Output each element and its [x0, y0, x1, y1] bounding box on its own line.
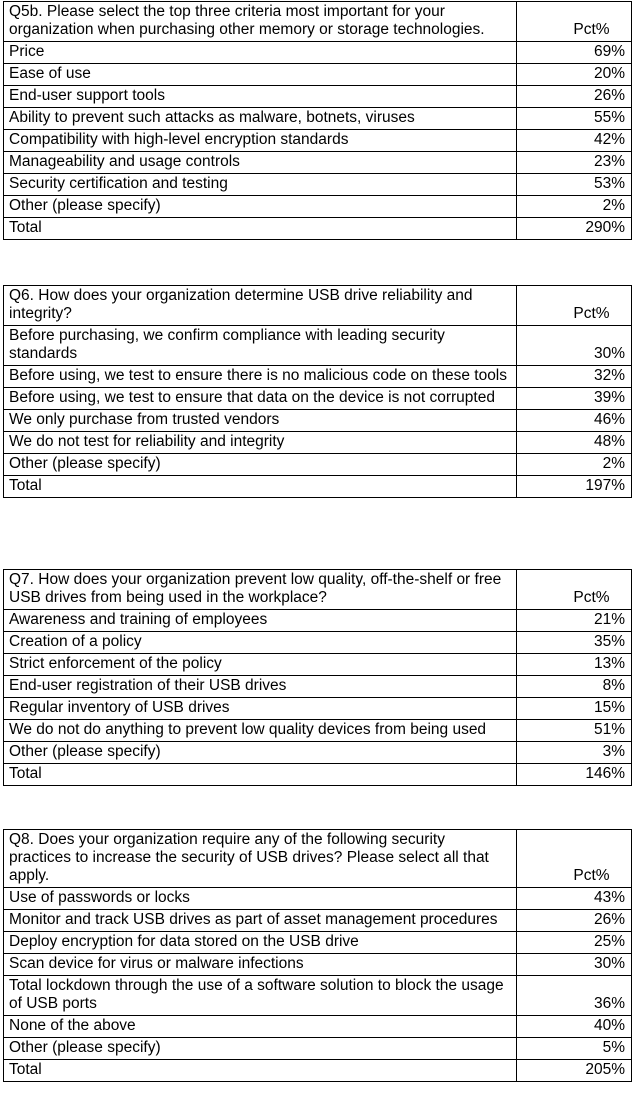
- row-pct: 43%: [517, 888, 632, 910]
- row-label: Creation of a policy: [4, 632, 517, 654]
- table-row: [4, 366, 632, 388]
- row-label: Total: [4, 476, 517, 498]
- question-row: [4, 570, 632, 610]
- pct-header: Pct%: [517, 2, 632, 42]
- row-label: Before purchasing, we confirm compliance with leading security standards: [4, 326, 517, 366]
- table-row: [4, 720, 632, 742]
- row-pct: 35%: [517, 632, 632, 654]
- row-label: Deploy encryption for data stored on the USB drive: [4, 932, 517, 954]
- table-row: [4, 326, 632, 366]
- row-label: Regular inventory of USB drives: [4, 698, 517, 720]
- total-row: [4, 476, 632, 498]
- row-pct: 5%: [517, 1038, 632, 1060]
- row-pct: 53%: [517, 174, 632, 196]
- row-pct: 197%: [517, 476, 632, 498]
- question-text: Q6. How does your organization determine USB drive reliability and integrity?: [4, 286, 517, 326]
- row-label: Security certification and testing: [4, 174, 517, 196]
- table-row: [4, 888, 632, 910]
- table-row: [4, 196, 632, 218]
- row-pct: 8%: [517, 676, 632, 698]
- pct-header: Pct%: [517, 286, 632, 326]
- row-label: Strict enforcement of the policy: [4, 654, 517, 676]
- row-pct: 69%: [517, 42, 632, 64]
- question-row: [4, 830, 632, 888]
- row-label: End-user registration of their USB drives: [4, 676, 517, 698]
- table-row: [4, 432, 632, 454]
- row-label: Ease of use: [4, 64, 517, 86]
- row-pct: 290%: [517, 218, 632, 240]
- row-pct: 13%: [517, 654, 632, 676]
- table-row: [4, 42, 632, 64]
- row-pct: 30%: [517, 326, 632, 366]
- row-pct: 2%: [517, 196, 632, 218]
- question-text: Q5b. Please select the top three criteria most important for your organization when purchasing other memory or storage technologies.: [4, 2, 517, 42]
- table-row: [4, 454, 632, 476]
- row-pct: 36%: [517, 976, 632, 1016]
- row-label: Manageability and usage controls: [4, 152, 517, 174]
- table-row: [4, 932, 632, 954]
- row-pct: 32%: [517, 366, 632, 388]
- row-label: We do not test for reliability and integrity: [4, 432, 517, 454]
- row-label: Monitor and track USB drives as part of asset management procedures: [4, 910, 517, 932]
- row-label: End-user support tools: [4, 86, 517, 108]
- survey-table-q7: [3, 569, 632, 786]
- total-row: [4, 1060, 632, 1082]
- row-pct: 21%: [517, 610, 632, 632]
- row-label: Total: [4, 764, 517, 786]
- row-pct: 146%: [517, 764, 632, 786]
- survey-table-q6: [3, 285, 632, 498]
- survey-table-q5b: [3, 1, 632, 240]
- table-row: [4, 130, 632, 152]
- table-row: [4, 610, 632, 632]
- row-label: We only purchase from trusted vendors: [4, 410, 517, 432]
- table-row: [4, 910, 632, 932]
- table-row: [4, 410, 632, 432]
- question-row: [4, 286, 632, 326]
- table-row: [4, 632, 632, 654]
- table-row: [4, 86, 632, 108]
- row-label: We do not do anything to prevent low quality devices from being used: [4, 720, 517, 742]
- row-label: Before using, we test to ensure there is no malicious code on these tools: [4, 366, 517, 388]
- question-text: Q7. How does your organization prevent low quality, off-the-shelf or free USB drives from being used in the workplace?: [4, 570, 517, 610]
- pct-header: Pct%: [517, 830, 632, 888]
- row-label: Compatibility with high-level encryption standards: [4, 130, 517, 152]
- total-row: [4, 764, 632, 786]
- table-row: [4, 698, 632, 720]
- row-label: Ability to prevent such attacks as malware, botnets, viruses: [4, 108, 517, 130]
- row-label: Other (please specify): [4, 742, 517, 764]
- row-label: Other (please specify): [4, 1038, 517, 1060]
- table-row: [4, 1038, 632, 1060]
- row-pct: 205%: [517, 1060, 632, 1082]
- table-row: [4, 174, 632, 196]
- table-row: [4, 64, 632, 86]
- row-pct: 3%: [517, 742, 632, 764]
- row-pct: 55%: [517, 108, 632, 130]
- row-pct: 2%: [517, 454, 632, 476]
- table-row: [4, 954, 632, 976]
- row-label: Before using, we test to ensure that data on the device is not corrupted: [4, 388, 517, 410]
- row-pct: 26%: [517, 910, 632, 932]
- row-pct: 15%: [517, 698, 632, 720]
- total-row: [4, 218, 632, 240]
- table-row: [4, 108, 632, 130]
- row-label: Awareness and training of employees: [4, 610, 517, 632]
- row-pct: 39%: [517, 388, 632, 410]
- row-label: Price: [4, 42, 517, 64]
- row-pct: 42%: [517, 130, 632, 152]
- table-row: [4, 388, 632, 410]
- row-label: None of the above: [4, 1016, 517, 1038]
- row-label: Total: [4, 1060, 517, 1082]
- row-label: Use of passwords or locks: [4, 888, 517, 910]
- question-text: Q8. Does your organization require any of the following security practices to increase the security of USB drives? Please select all that apply.: [4, 830, 517, 888]
- survey-table-q8: [3, 829, 632, 1082]
- question-row: [4, 2, 632, 42]
- row-label: Scan device for virus or malware infections: [4, 954, 517, 976]
- row-pct: 51%: [517, 720, 632, 742]
- table-row: [4, 1016, 632, 1038]
- row-pct: 20%: [517, 64, 632, 86]
- row-label: Other (please specify): [4, 196, 517, 218]
- row-pct: 46%: [517, 410, 632, 432]
- row-pct: 40%: [517, 1016, 632, 1038]
- row-pct: 25%: [517, 932, 632, 954]
- table-row: [4, 742, 632, 764]
- row-pct: 26%: [517, 86, 632, 108]
- table-row: [4, 152, 632, 174]
- pct-header: Pct%: [517, 570, 632, 610]
- row-pct: 48%: [517, 432, 632, 454]
- table-row: [4, 676, 632, 698]
- row-label: Total: [4, 218, 517, 240]
- table-row: [4, 976, 632, 1016]
- row-label: Other (please specify): [4, 454, 517, 476]
- table-row: [4, 654, 632, 676]
- row-pct: 23%: [517, 152, 632, 174]
- row-pct: 30%: [517, 954, 632, 976]
- row-label: Total lockdown through the use of a software solution to block the usage of USB ports: [4, 976, 517, 1016]
